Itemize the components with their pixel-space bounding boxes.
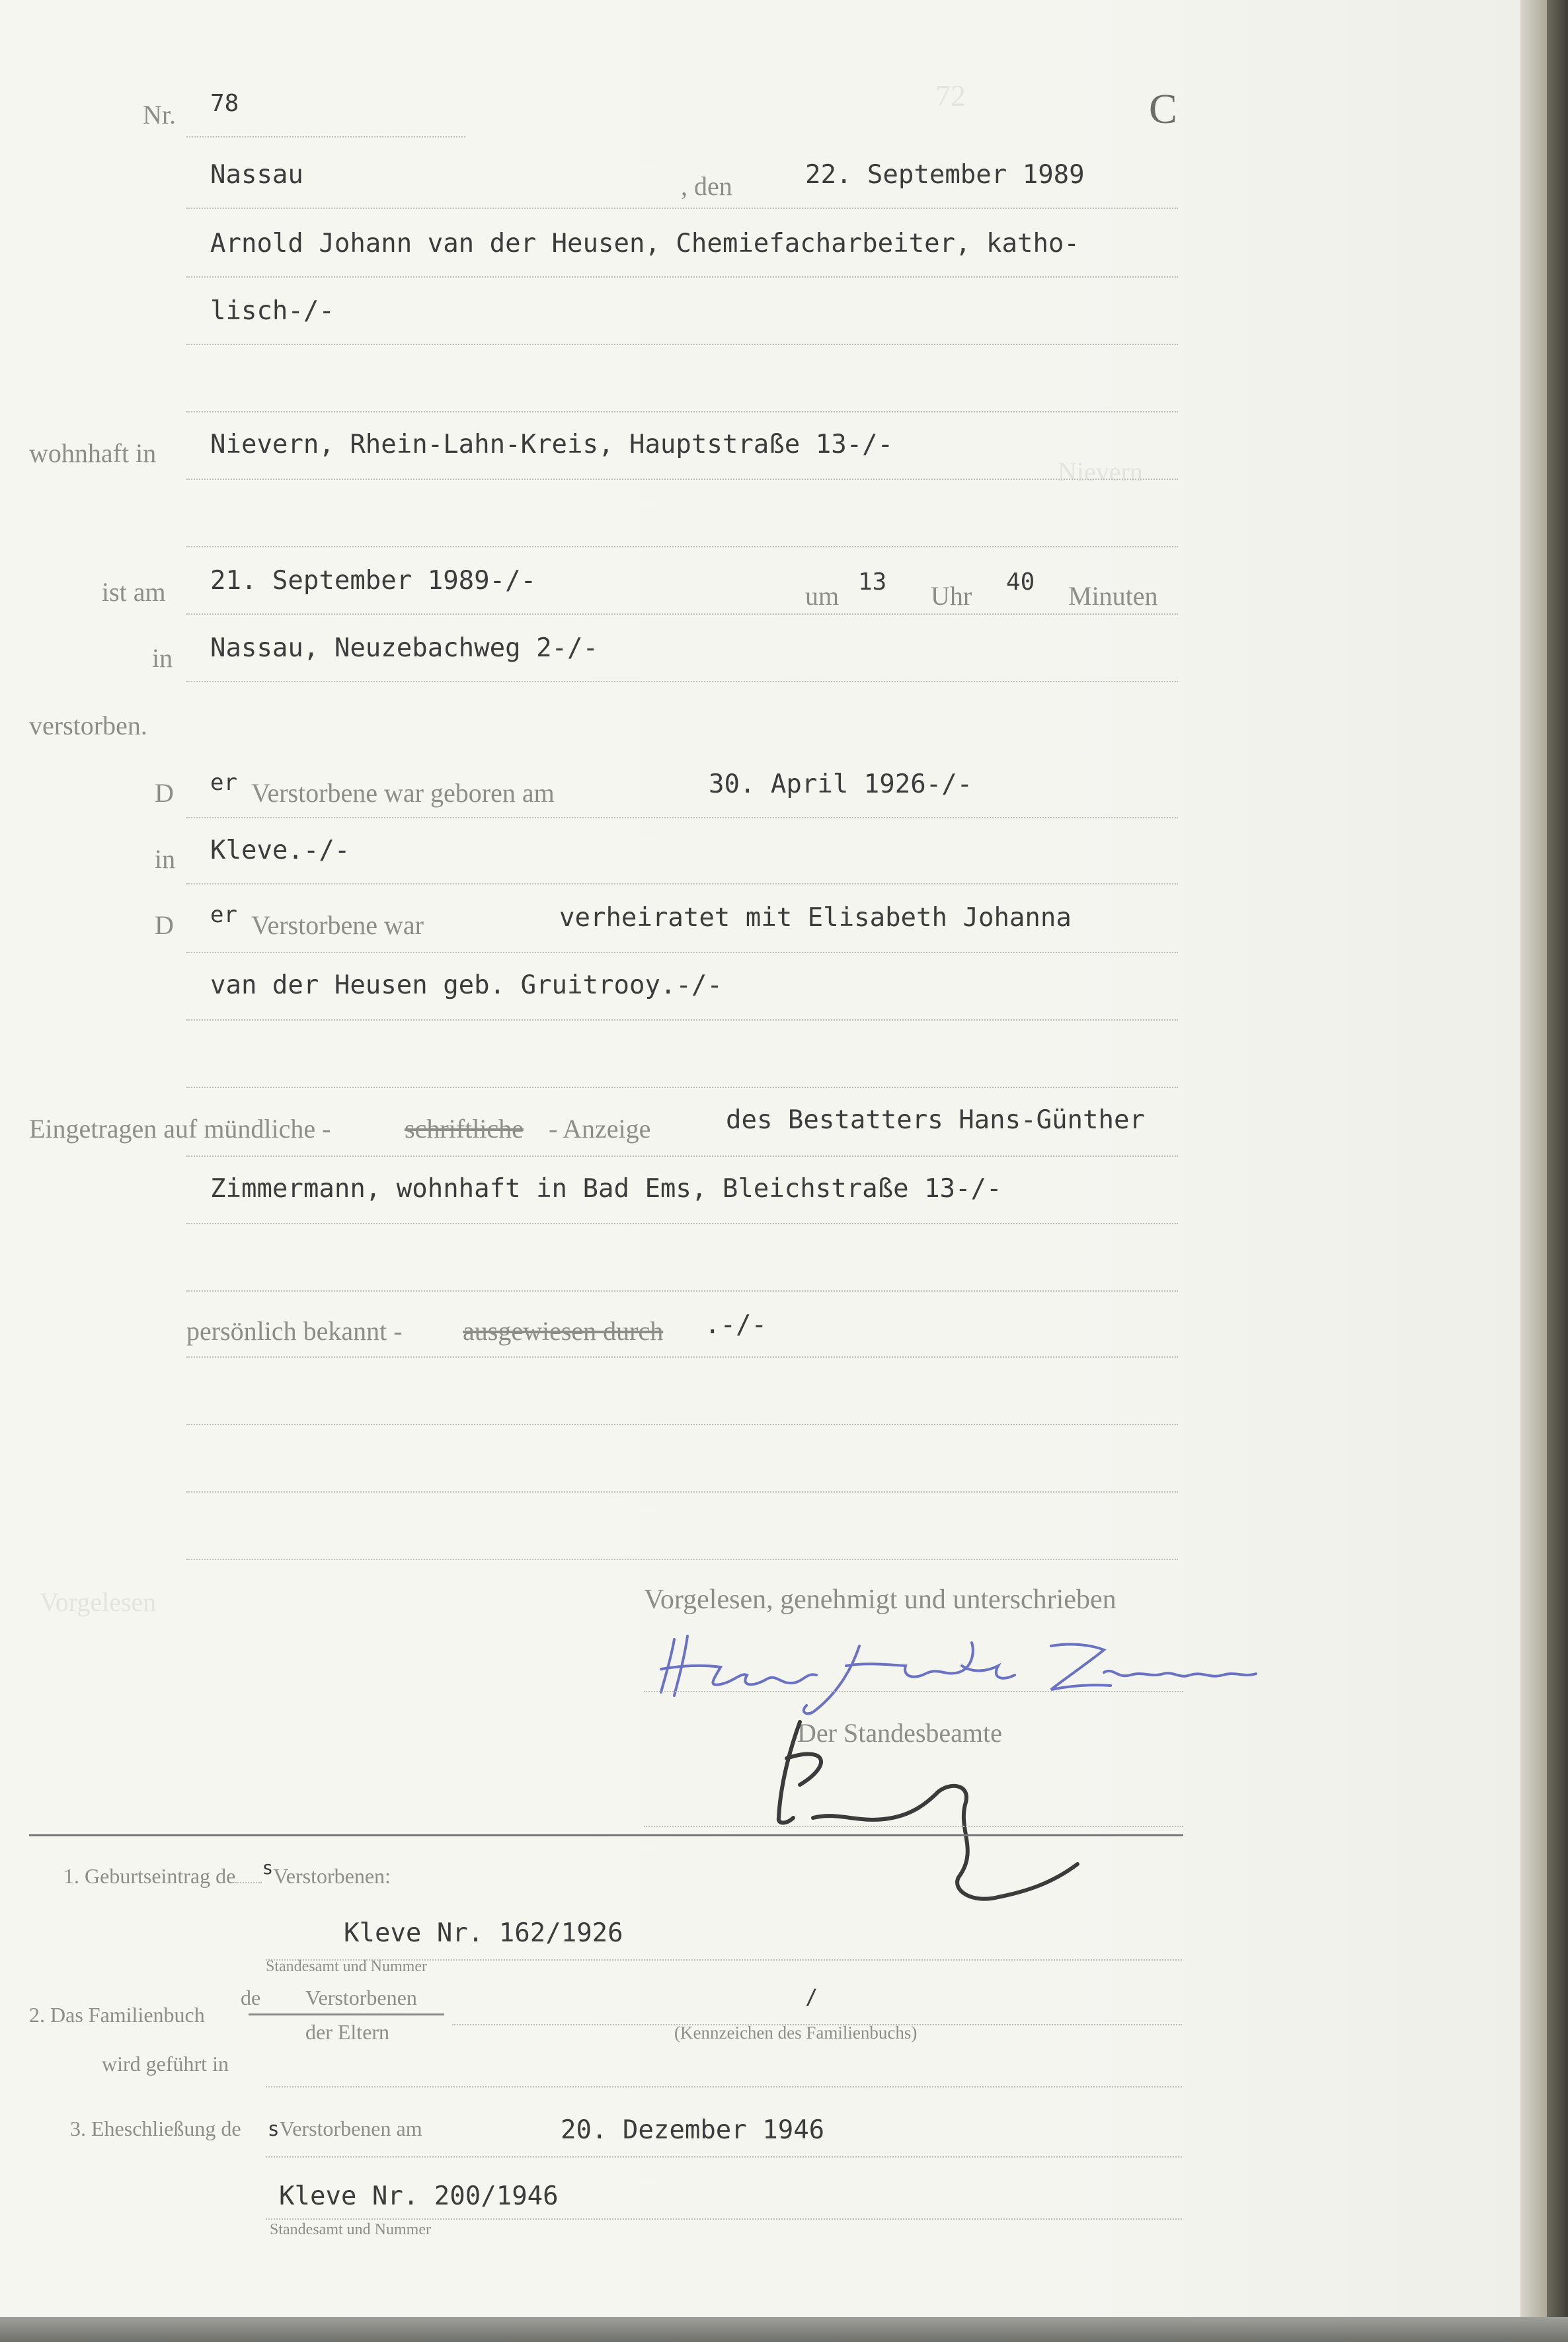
geburt-label: 1. Geburtseintrag de sVerstorbenen: (63, 1857, 391, 1888)
s-insert-2: s (267, 2118, 280, 2141)
verstorben-label: verstorben. (29, 711, 147, 740)
bleed-through-mark: Vorgelesen (40, 1587, 157, 1617)
marital-line-1: verheiratet mit Elisabeth Johanna (559, 903, 1072, 933)
declarant-line-1: Arnold Johann van der Heusen, Chemiefacharbeiter, katho- (210, 229, 1079, 258)
uhr-label: Uhr (931, 581, 972, 611)
d-label: D (155, 778, 174, 808)
bleed-through-mark: Nievern (1058, 457, 1143, 487)
informant-signature (641, 1626, 1263, 1719)
in-label-2: in (155, 844, 176, 874)
s-insert: s (262, 1857, 274, 1879)
anzeige-label: - Anzeige (549, 1114, 651, 1144)
standesamt-label-2: Standesamt und Nummer (270, 2221, 431, 2238)
official-signature (760, 1719, 1130, 1910)
schriftliche-struck: schriftliche (405, 1114, 524, 1144)
ist-am-label: ist am (102, 577, 166, 607)
death-minute: 40 (1006, 568, 1035, 596)
familienbuch-label: 2. Das Familienbuch (29, 2003, 205, 2027)
bleed-through-mark: 72 (935, 79, 966, 112)
informant-line-1: des Bestatters Hans-Günther (726, 1105, 1145, 1135)
wohnhaft-label: wohnhaft in (29, 438, 157, 468)
declarant-line-2: lisch-/- (210, 296, 334, 326)
d-label-2: D (155, 910, 174, 940)
family-book-slash: / (805, 1984, 818, 2010)
standesamt-label: Standesamt und Nummer (266, 1958, 427, 1975)
vorgelesen-label: Vorgelesen, genehmigt und unterschrieben (644, 1584, 1117, 1615)
gender-er: er (210, 769, 237, 796)
death-date: 21. September 1989-/- (210, 566, 537, 596)
um-label: um (805, 581, 840, 611)
birth-place: Kleve.-/- (210, 836, 350, 865)
residence: Nievern, Rhein-Lahn-Kreis, Hauptstraße 13-/- (210, 430, 894, 459)
kennzeichen-label: (Kennzeichen des Familienbuchs) (674, 2023, 918, 2043)
bekannt-label: persönlich bekannt - (186, 1316, 403, 1346)
death-hour: 13 (858, 568, 887, 596)
death-place: Nassau, Neuzebachweg 2-/- (210, 633, 598, 663)
form-divider (29, 1834, 1183, 1836)
den-label: , den (681, 171, 732, 201)
eingetragen-label: Eingetragen auf mündliche - (29, 1114, 331, 1144)
ausgewiesen-struck: ausgewiesen durch (463, 1316, 664, 1346)
informant-line-2: Zimmermann, wohnhaft in Bad Ems, Bleichstraße 13-/- (210, 1174, 1002, 1204)
book-spine-shadow (1547, 0, 1568, 2342)
gender-er-2: er (210, 902, 237, 928)
in-label: in (152, 643, 173, 673)
standesbeamte-label: Der Standesbeamte (797, 1718, 1002, 1748)
registry-place: Nassau (210, 160, 303, 190)
registry-date: 22. September 1989 (805, 160, 1085, 190)
table-surface (0, 2317, 1568, 2342)
marriage-date: 20. Dezember 1946 (561, 2115, 825, 2145)
de-label: de (241, 1986, 261, 2010)
eltern-label: der Eltern (305, 2020, 390, 2044)
ehe-label: 3. Eheschließung de sVerstorbenen am (70, 2117, 422, 2141)
birth-register-entry: Kleve Nr. 162/1926 (344, 1918, 623, 1948)
minuten-label: Minuten (1068, 581, 1158, 611)
nr-label: Nr. (143, 100, 176, 130)
birth-date: 30. April 1926-/- (709, 769, 973, 799)
section-letter: C (1149, 85, 1177, 132)
marital-line-2: van der Heusen geb. Gruitrooy.-/- (210, 970, 723, 1000)
gefuehrt-label: wird geführt in (102, 2052, 229, 2076)
record-number: 78 (210, 90, 239, 117)
born-label: Verstorbene war geboren am (251, 778, 555, 808)
war-label: Verstorbene war (251, 910, 424, 940)
marriage-register-entry: Kleve Nr. 200/1946 (279, 2181, 559, 2211)
bekannt-suffix: .-/- (705, 1310, 767, 1340)
verstorbenen-label: Verstorbenen (305, 1986, 417, 2010)
